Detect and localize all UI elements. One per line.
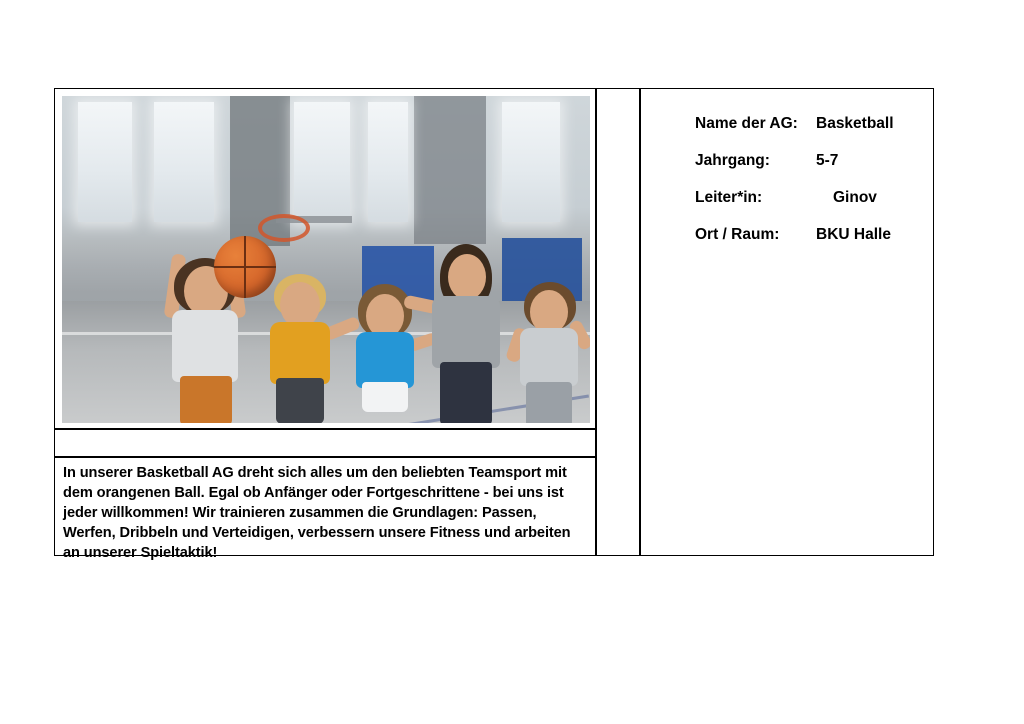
legs (362, 382, 408, 412)
legs (526, 382, 572, 423)
gym-window (294, 102, 350, 222)
torso (520, 328, 578, 386)
detail-value-ort: BKU Halle (816, 226, 891, 243)
head (448, 254, 486, 300)
child-figure (258, 274, 346, 423)
ag-info-table (54, 88, 934, 561)
description-cell (54, 457, 596, 561)
coach-figure (422, 244, 514, 423)
detail-label-ort: Ort / Raum: (695, 226, 780, 243)
middle-spacer-column (596, 88, 640, 556)
detail-label-leitung: Leiter*in: (695, 189, 763, 206)
basketball-group-photo (62, 96, 590, 423)
legs (276, 378, 324, 423)
detail-value-jahrgang: 5-7 (816, 152, 839, 169)
detail-label-jahrgang: Jahrgang: (695, 152, 770, 169)
gym-window (368, 102, 408, 222)
ag-details-cell (640, 88, 934, 556)
gym-wall-panel-2 (414, 96, 486, 244)
torso (270, 322, 330, 384)
legs (180, 376, 232, 423)
detail-value-leitung: Ginov (833, 189, 877, 206)
torso (356, 332, 414, 388)
basketball-hoop-icon (258, 214, 310, 242)
gym-window (78, 102, 132, 222)
torso (432, 296, 500, 368)
gym-window (154, 102, 214, 222)
detail-row-leitung (641, 189, 933, 207)
gym-window (502, 102, 560, 222)
photo-cell (54, 88, 596, 429)
ag-description-text: In unserer Basketball AG dreht sich alles um den beliebten Teamsport mit dem orangenen Ball. Egal ob Anfänger oder Fortgeschrittene - bei uns ist jeder willkommen! Wir trainieren zusammen die Grundlagen: Passen, Werfen, Dribbeln und Verteidigen, verbessern unsere Fitness und arbeiten an unserer Spieltaktik! (63, 465, 571, 561)
detail-row-name (641, 115, 933, 133)
detail-value-name: Basketball (816, 115, 894, 132)
torso (172, 310, 238, 382)
spacer-cell (54, 429, 596, 457)
child-figure (508, 282, 590, 423)
detail-label-name: Name der AG: (695, 115, 798, 132)
detail-row-ort (641, 226, 933, 244)
legs (440, 362, 492, 423)
detail-row-jahrgang (641, 152, 933, 170)
